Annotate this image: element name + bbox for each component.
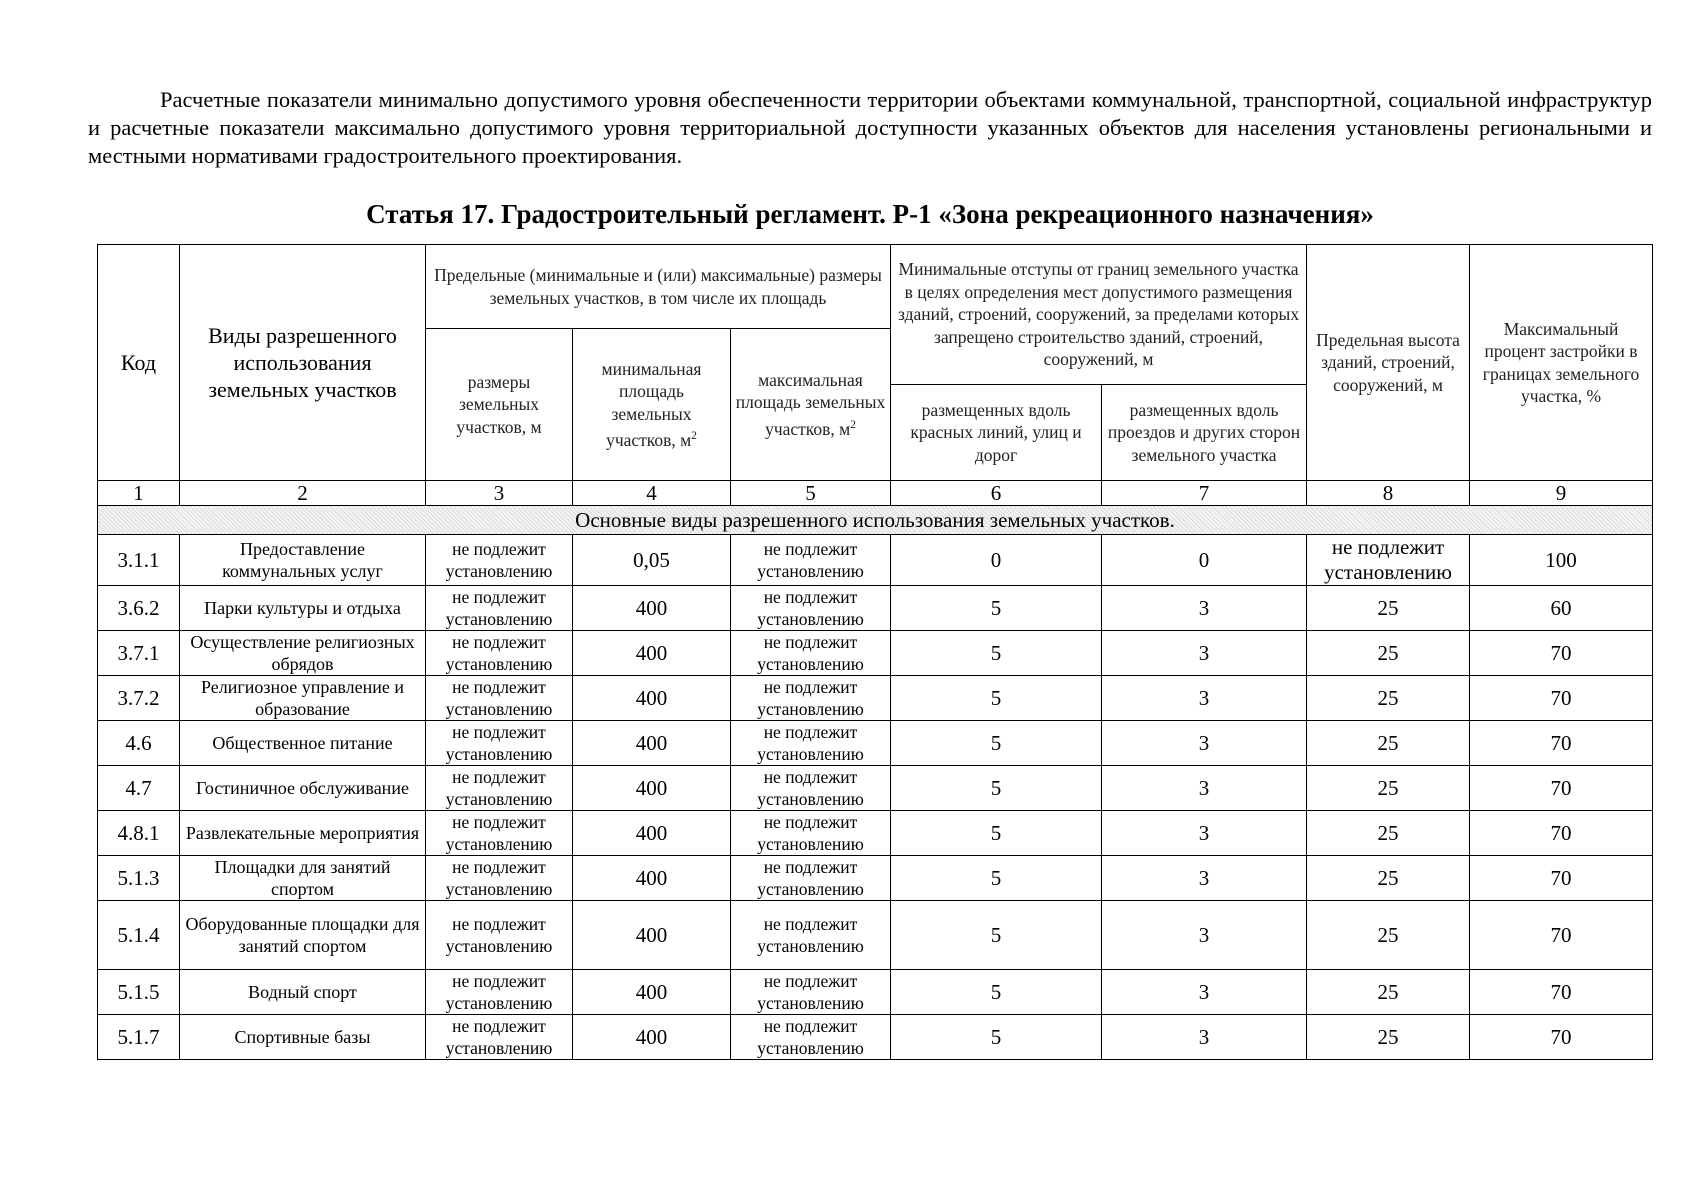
cell-code: 3.6.2 xyxy=(98,586,180,631)
cell-setback-other: 3 xyxy=(1102,631,1307,676)
cell-max-area: не подлежит установлению xyxy=(731,811,891,856)
cell-name: Общественное питание xyxy=(180,721,426,766)
cell-name: Предоставление коммунальных услуг xyxy=(180,535,426,586)
header-along-red-lines: размещенных вдоль красных линий, улиц и дорог xyxy=(891,385,1102,481)
cell-min-area: 400 xyxy=(573,901,731,970)
cell-height: 25 xyxy=(1307,811,1470,856)
cell-sizes: не подлежит установлению xyxy=(426,970,573,1015)
table-row xyxy=(98,586,1653,631)
table-row xyxy=(98,721,1653,766)
cell-min-area: 400 xyxy=(573,631,731,676)
table-header xyxy=(98,245,1653,506)
cell-sizes: не подлежит установлению xyxy=(426,586,573,631)
cell-setback-red: 5 xyxy=(891,676,1102,721)
column-number: 2 xyxy=(180,481,426,506)
section-title: Основные виды разрешенного использования земельных участков. xyxy=(98,506,1653,535)
cell-setback-other: 3 xyxy=(1102,811,1307,856)
cell-setback-other: 3 xyxy=(1102,586,1307,631)
cell-percent: 70 xyxy=(1470,676,1653,721)
cell-setback-other: 3 xyxy=(1102,676,1307,721)
header-percent: Максимальный процент застройки в границах земельного участка, % xyxy=(1470,245,1653,481)
header-limits-group: Предельные (минимальные и (или) максимальные) размеры земельных участков, в том числе их площадь xyxy=(426,245,891,329)
table-body xyxy=(98,506,1653,1060)
column-number: 4 xyxy=(573,481,731,506)
cell-percent: 60 xyxy=(1470,586,1653,631)
table-row xyxy=(98,901,1653,970)
cell-percent: 70 xyxy=(1470,631,1653,676)
cell-setback-other: 3 xyxy=(1102,970,1307,1015)
cell-name: Водный спорт xyxy=(180,970,426,1015)
cell-percent: 70 xyxy=(1470,766,1653,811)
cell-max-area: не подлежит установлению xyxy=(731,766,891,811)
cell-height: не подлежит установлению xyxy=(1307,535,1470,586)
column-number: 3 xyxy=(426,481,573,506)
cell-height: 25 xyxy=(1307,856,1470,901)
cell-sizes: не подлежит установлению xyxy=(426,631,573,676)
cell-code: 5.1.7 xyxy=(98,1015,180,1060)
cell-height: 25 xyxy=(1307,676,1470,721)
cell-percent: 70 xyxy=(1470,1015,1653,1060)
cell-height: 25 xyxy=(1307,631,1470,676)
cell-setback-other: 3 xyxy=(1102,766,1307,811)
header-height: Предельная высота зданий, строений, сооружений, м xyxy=(1307,245,1470,481)
header-max-area: максимальная площадь земельных участков, $м^2$ xyxy=(731,329,891,481)
table-row xyxy=(98,1015,1653,1060)
cell-setback-red: 5 xyxy=(891,1015,1102,1060)
cell-max-area: не подлежит установлению xyxy=(731,1015,891,1060)
cell-name: Парки культуры и отдыха xyxy=(180,586,426,631)
cell-setback-red: 5 xyxy=(891,586,1102,631)
header-min-area: минимальная площадь земельных участков, $м^2$ xyxy=(573,329,731,481)
cell-max-area: не подлежит установлению xyxy=(731,901,891,970)
cell-height: 25 xyxy=(1307,766,1470,811)
cell-min-area: 400 xyxy=(573,1015,731,1060)
cell-name: Развлекательные мероприятия xyxy=(180,811,426,856)
column-number: 8 xyxy=(1307,481,1470,506)
cell-code: 4.8.1 xyxy=(98,811,180,856)
cell-sizes: не подлежит установлению xyxy=(426,856,573,901)
cell-setback-red: 5 xyxy=(891,766,1102,811)
cell-percent: 100 xyxy=(1470,535,1653,586)
cell-min-area: 400 xyxy=(573,721,731,766)
intro-paragraph: Расчетные показатели минимально допустимого уровня обеспеченности территории объектами коммунальной, транспортной, социальной инфраструктур и расчетные показатели максимально допустимого уровня территориальной доступности указанных объектов для населения установлены региональными и местными нормативами градостроительного проектирования. xyxy=(88,87,1652,168)
cell-height: 25 xyxy=(1307,901,1470,970)
cell-min-area: 400 xyxy=(573,811,731,856)
cell-height: 25 xyxy=(1307,1015,1470,1060)
cell-max-area: не подлежит установлению xyxy=(731,856,891,901)
cell-sizes: не подлежит установлению xyxy=(426,535,573,586)
cell-min-area: 400 xyxy=(573,766,731,811)
column-numbers-row xyxy=(98,481,1653,506)
column-number: 6 xyxy=(891,481,1102,506)
cell-sizes: не подлежит установлению xyxy=(426,676,573,721)
cell-sizes: не подлежит установлению xyxy=(426,1015,573,1060)
cell-height: 25 xyxy=(1307,586,1470,631)
cell-code: 5.1.4 xyxy=(98,901,180,970)
cell-sizes: не подлежит установлению xyxy=(426,721,573,766)
cell-min-area: 400 xyxy=(573,586,731,631)
regulation-table xyxy=(97,244,1653,1060)
cell-min-area: 400 xyxy=(573,970,731,1015)
cell-sizes: не подлежит установлению xyxy=(426,766,573,811)
table-row xyxy=(98,766,1653,811)
cell-height: 25 xyxy=(1307,721,1470,766)
cell-max-area: не подлежит установлению xyxy=(731,535,891,586)
article-title: Статья 17. Градостроительный регламент. Р-1 «Зона рекреационного назначения» xyxy=(366,199,1374,229)
table-row xyxy=(98,535,1653,586)
column-number: 1 xyxy=(98,481,180,506)
cell-setback-other: 3 xyxy=(1102,1015,1307,1060)
cell-code: 4.7 xyxy=(98,766,180,811)
cell-code: 4.6 xyxy=(98,721,180,766)
cell-setback-red: 5 xyxy=(891,856,1102,901)
cell-setback-other: 3 xyxy=(1102,901,1307,970)
cell-setback-red: 5 xyxy=(891,811,1102,856)
cell-percent: 70 xyxy=(1470,856,1653,901)
cell-code: 5.1.3 xyxy=(98,856,180,901)
cell-setback-other: 0 xyxy=(1102,535,1307,586)
cell-name: Оборудованные площадки для занятий спортом xyxy=(180,901,426,970)
cell-name: Осуществление религиозных обрядов xyxy=(180,631,426,676)
header-setbacks-group: Минимальные отступы от границ земельного участка в целях определения мест допустимого размещения зданий, строений, сооружений, за пределами которых запрещено строительство зданий, строений, сооружений, м xyxy=(891,245,1307,385)
cell-sizes: не подлежит установлению xyxy=(426,811,573,856)
cell-setback-other: 3 xyxy=(1102,856,1307,901)
table-row xyxy=(98,856,1653,901)
cell-code: 3.7.1 xyxy=(98,631,180,676)
header-sizes: размеры земельных участков, м xyxy=(426,329,573,481)
cell-percent: 70 xyxy=(1470,721,1653,766)
cell-max-area: не подлежит установлению xyxy=(731,970,891,1015)
cell-max-area: не подлежит установлению xyxy=(731,676,891,721)
cell-height: 25 xyxy=(1307,970,1470,1015)
header-along-other-sides: размещенных вдоль проездов и других сторон земельного участка xyxy=(1102,385,1307,481)
cell-max-area: не подлежит установлению xyxy=(731,631,891,676)
cell-min-area: 400 xyxy=(573,856,731,901)
column-number: 9 xyxy=(1470,481,1653,506)
cell-percent: 70 xyxy=(1470,901,1653,970)
cell-setback-red: 0 xyxy=(891,535,1102,586)
header-code: Код xyxy=(98,245,180,481)
table-row xyxy=(98,970,1653,1015)
cell-max-area: не подлежит установлению xyxy=(731,586,891,631)
cell-setback-other: 3 xyxy=(1102,721,1307,766)
cell-code: 3.1.1 xyxy=(98,535,180,586)
column-number: 7 xyxy=(1102,481,1307,506)
cell-setback-red: 5 xyxy=(891,631,1102,676)
table-row xyxy=(98,631,1653,676)
table-row xyxy=(98,811,1653,856)
cell-setback-red: 5 xyxy=(891,901,1102,970)
cell-min-area: 0,05 xyxy=(573,535,731,586)
cell-code: 3.7.2 xyxy=(98,676,180,721)
cell-min-area: 400 xyxy=(573,676,731,721)
cell-max-area: не подлежит установлению xyxy=(731,721,891,766)
cell-sizes: не подлежит установлению xyxy=(426,901,573,970)
cell-name: Религиозное управление и образование xyxy=(180,676,426,721)
cell-code: 5.1.5 xyxy=(98,970,180,1015)
cell-setback-red: 5 xyxy=(891,970,1102,1015)
section-row xyxy=(98,506,1653,535)
cell-percent: 70 xyxy=(1470,811,1653,856)
cell-setback-red: 5 xyxy=(891,721,1102,766)
cell-name: Спортивные базы xyxy=(180,1015,426,1060)
cell-name: Площадки для занятий спортом xyxy=(180,856,426,901)
cell-name: Гостиничное обслуживание xyxy=(180,766,426,811)
header-kinds: Виды разрешенного использования земельных участков xyxy=(180,245,426,481)
cell-percent: 70 xyxy=(1470,970,1653,1015)
column-number: 5 xyxy=(731,481,891,506)
table-row xyxy=(98,676,1653,721)
